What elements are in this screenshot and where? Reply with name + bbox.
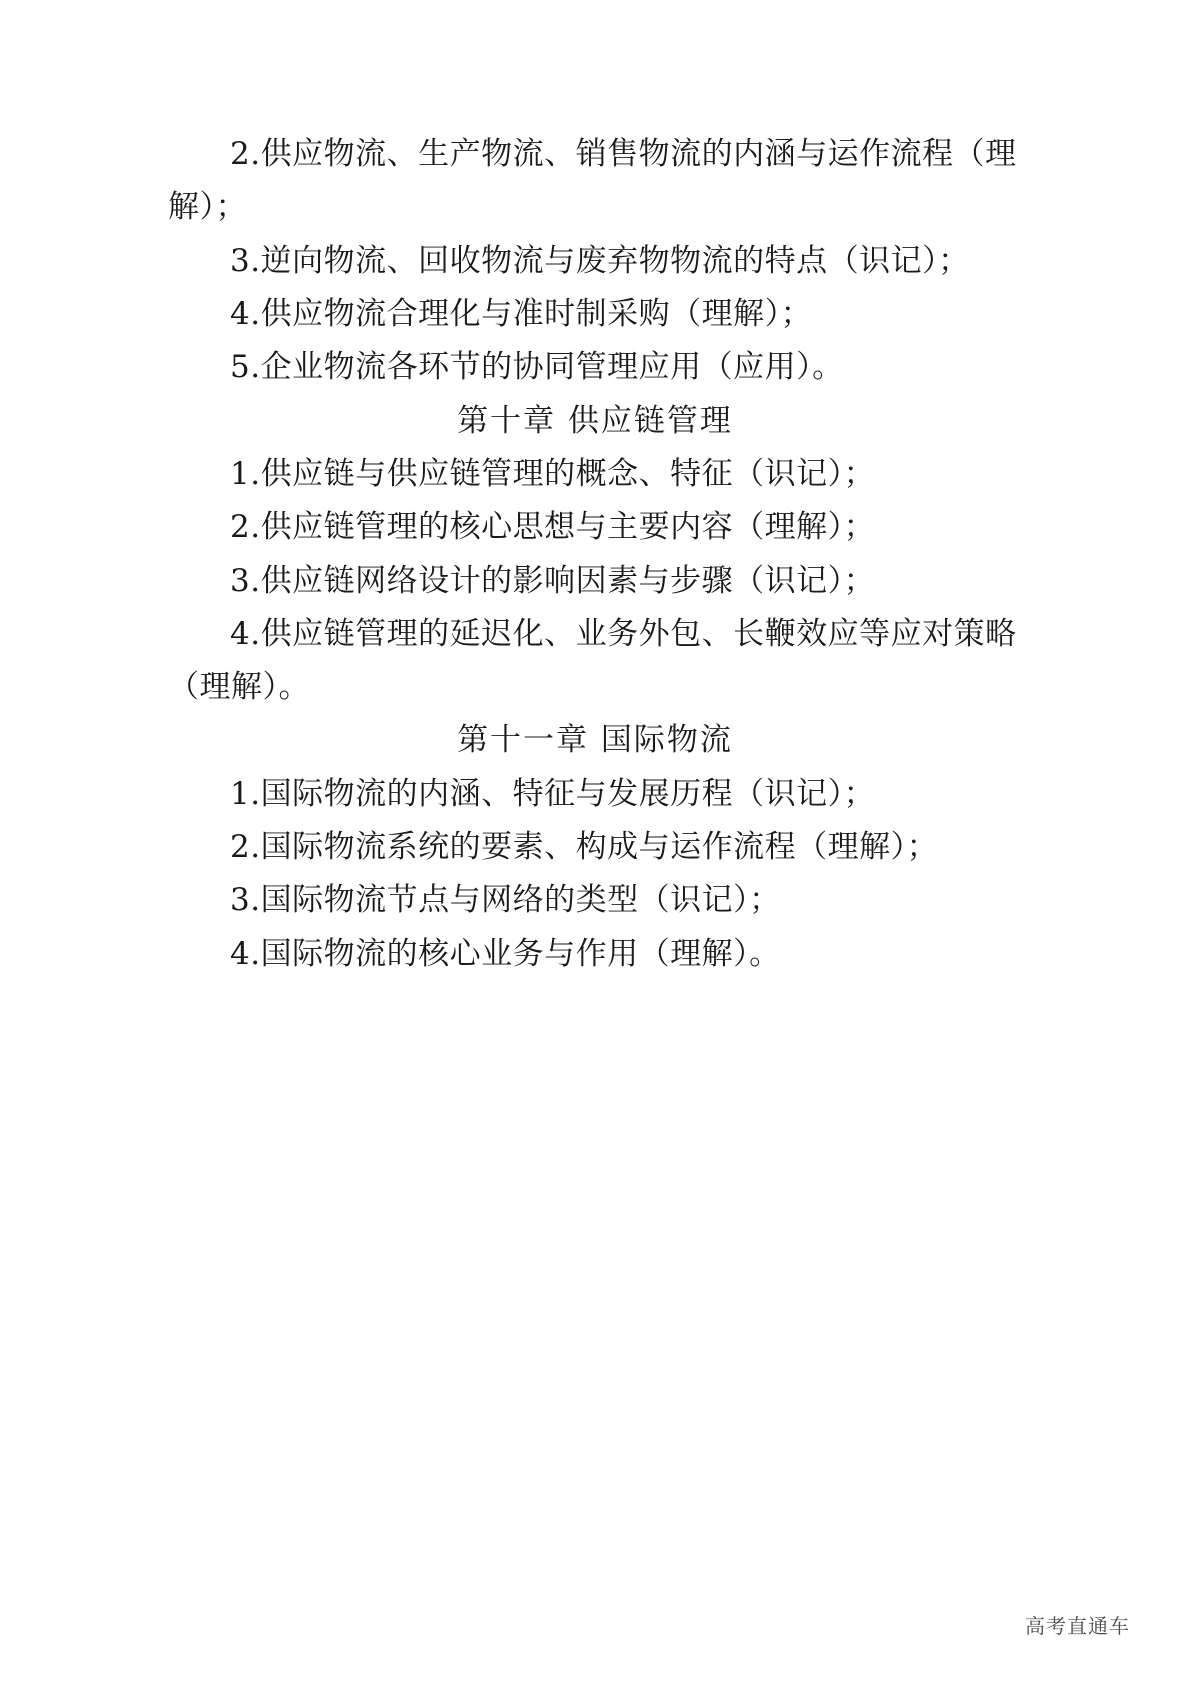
outline-item: 4.供应物流合理化与准时制采购（理解）； xyxy=(230,295,813,332)
chapter-heading: 第十章 供应链管理 xyxy=(457,402,733,439)
watermark-label: 高考直通车 xyxy=(1025,1614,1130,1638)
outline-item: 4.国际物流的核心业务与作用（理解）。 xyxy=(230,935,781,972)
outline-item: 2.供应链管理的核心思想与主要内容（理解）； xyxy=(230,509,876,546)
outline-item: 2.国际物流系统的要素、构成与运作流程（理解）； xyxy=(230,829,939,866)
outline-item: 3.逆向物流、回收物流与废弃物物流的特点（识记）； xyxy=(230,242,970,279)
outline-item: 1.供应链与供应链管理的概念、特征（识记）； xyxy=(230,455,876,492)
outline-item: 3.供应链网络设计的影响因素与步骤（识记）； xyxy=(230,562,876,599)
outline-item: 5.企业物流各环节的协同管理应用（应用）。 xyxy=(230,349,844,386)
document-body xyxy=(168,128,1022,981)
outline-item: 4.供应链管理的延迟化、业务外包、长鞭效应等应对策略（理解）。 xyxy=(168,615,1017,706)
outline-item: 1.国际物流的内涵、特征与发展历程（识记）； xyxy=(230,775,876,812)
chapter-heading: 第十一章 国际物流 xyxy=(457,722,733,759)
outline-item: 3.国际物流节点与网络的类型（识记）； xyxy=(230,882,781,919)
outline-item: 2.供应物流、生产物流、销售物流的内涵与运作流程（理解）； xyxy=(168,136,1017,226)
